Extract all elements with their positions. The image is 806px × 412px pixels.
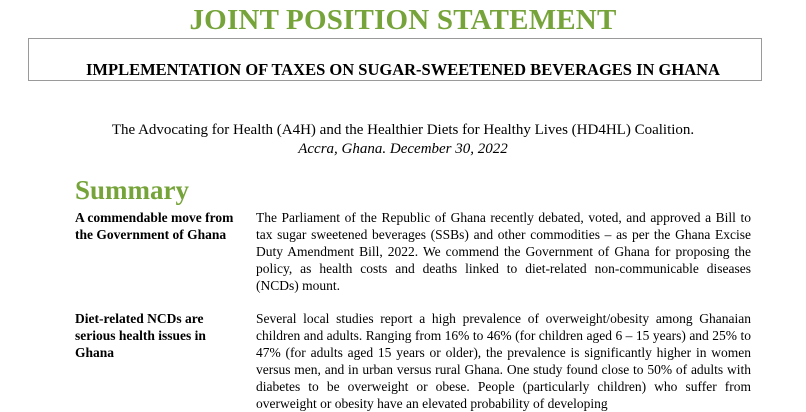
section-label-diet-ncds: Diet-related NCDs are serious health issues in Ghana <box>75 311 206 360</box>
document-subtitle: IMPLEMENTATION OF TAXES ON SUGAR-SWEETENED BEVERAGES IN GHANA <box>86 60 720 79</box>
section-text-commendable-move: The Parliament of the Republic of Ghana recently debated, voted, and approved a Bill to tax sugar sweetened beverages (SSBs) and other commodities – as per the Ghana Excise Duty Amendment Bill, 2022. We commend the Government of Ghana for proposing the policy, as health costs and deaths linked to diet-related non-communicable diseases (NCDs) mount. <box>256 210 751 293</box>
section-text-diet-ncds: Several local studies report a high prevalence of overweight/obesity among Ghanaian children and adults. Ranging from 16% to 46% (for children aged 6 – 15 years) and 25% to 47% (for adults aged 15 years or older), the prevalence is significantly higher in women versus men, and in urban versus rural Ghana. One study found close to 50% of adults with diabetes to be overweight or obese. People (particularly children) who suffer from overweight or obesity have an elevated probability of developing <box>256 311 751 411</box>
document-heading: JOINT POSITION STATEMENT <box>189 4 617 36</box>
coalition-line: The Advocating for Health (A4H) and the Healthier Diets for Healthy Lives (HD4HL) Coalition. <box>111 122 695 138</box>
dateline: Accra, Ghana. December 30, 2022 <box>298 141 508 157</box>
section-label-commendable-move: A commendable move from the Government of Ghana <box>75 210 234 242</box>
summary-title: Summary <box>75 175 189 205</box>
